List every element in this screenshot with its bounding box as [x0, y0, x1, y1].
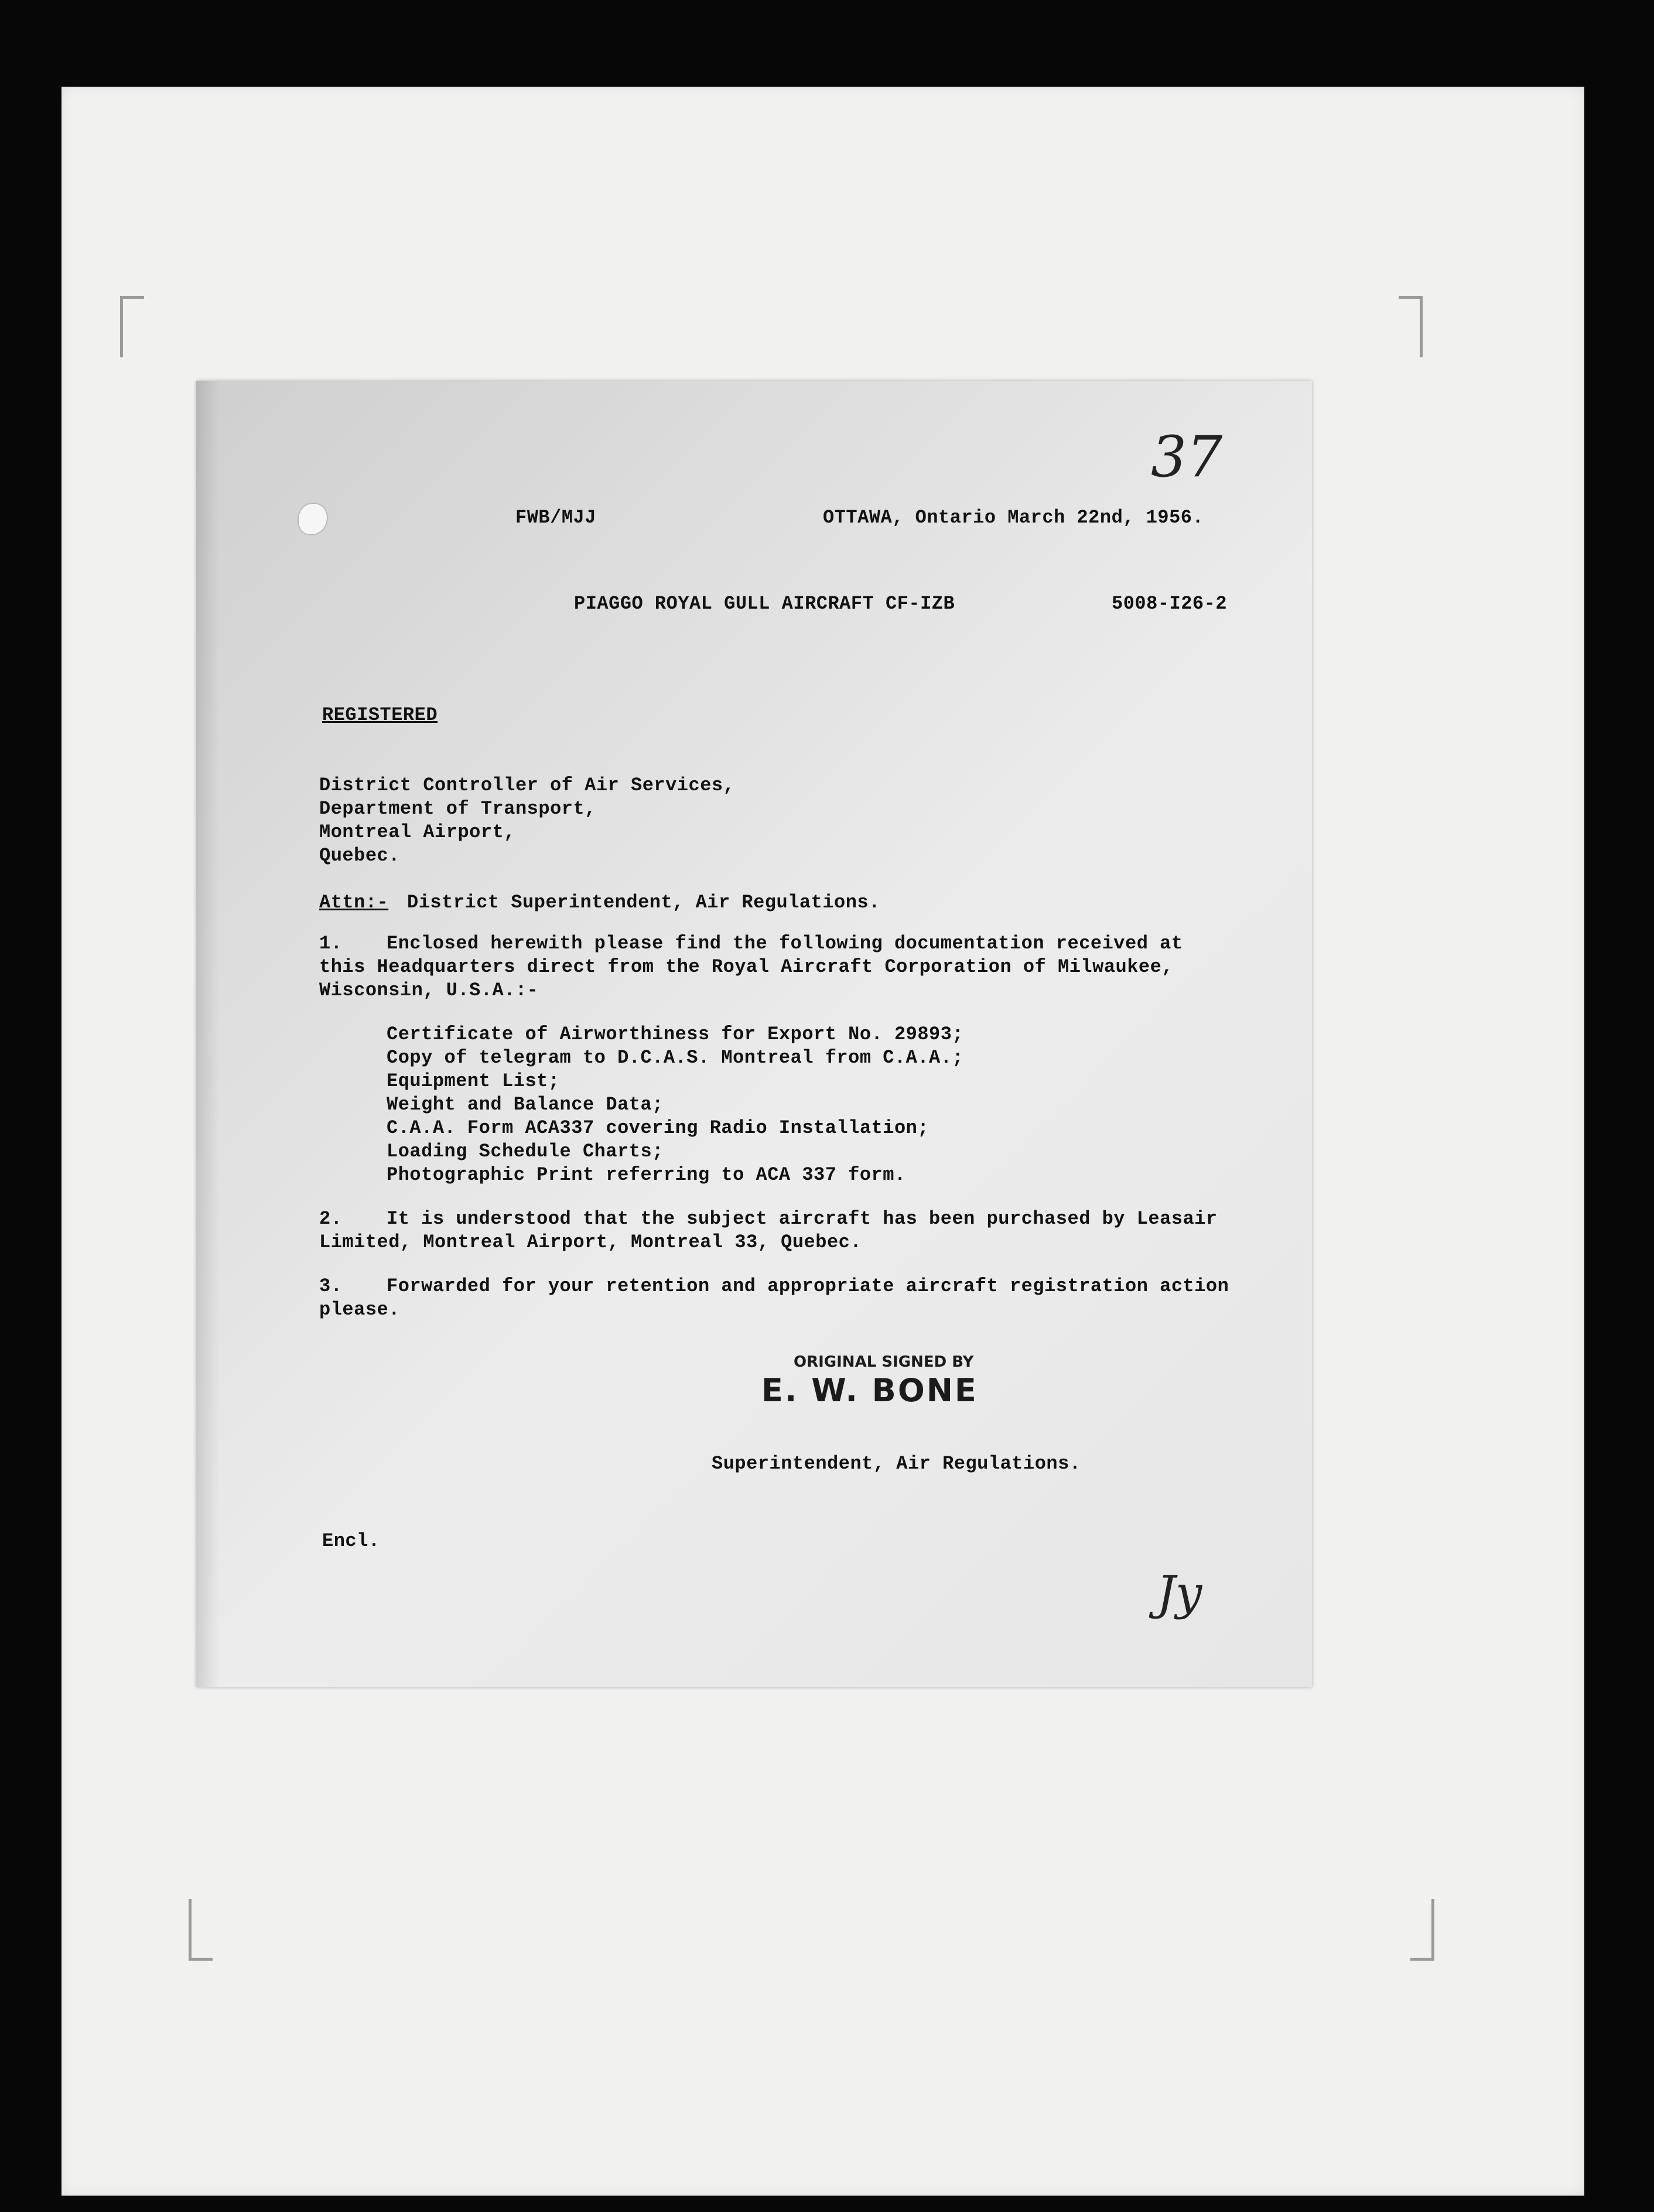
- attention-label: Attn:-: [319, 892, 389, 913]
- address-line: Montreal Airport,: [319, 821, 515, 843]
- paragraph-line: It is understood that the subject aircraft has been purchased by Leasair: [387, 1208, 1218, 1230]
- document-item: Certificate of Airworthiness for Export No. 29893;: [387, 1023, 964, 1045]
- frame-corner-bottom-left: [189, 1899, 213, 1961]
- document-item: Copy of telegram to D.C.A.S. Montreal from C.A.A.;: [387, 1047, 964, 1069]
- frame-corner-bottom-right: [1410, 1899, 1434, 1961]
- signature-stamp-name: E. W. BONE: [761, 1372, 978, 1409]
- paragraph-line: this Headquarters direct from the Royal Aircraft Corporation of Milwaukee,: [319, 956, 1174, 978]
- handwritten-initials: Jy: [1157, 1566, 1202, 1620]
- paragraph-line: Limited, Montreal Airport, Montreal 33, Quebec.: [319, 1231, 862, 1253]
- address-line: Department of Transport,: [319, 798, 596, 820]
- frame-corner-top-right: [1399, 296, 1423, 357]
- signature-stamp-label: ORIGINAL SIGNED BY: [794, 1353, 974, 1371]
- document-item: Weight and Balance Data;: [387, 1094, 664, 1115]
- document-item: C.A.A. Form ACA337 covering Radio Installation;: [387, 1117, 929, 1139]
- file-reference: FWB/MJJ: [515, 507, 596, 528]
- frame-corner-top-left: [120, 296, 144, 357]
- enclosure-note: Encl.: [322, 1530, 380, 1552]
- paragraph-line: Enclosed herewith please find the following documentation received at: [387, 933, 1183, 954]
- file-number: 5008-I26-2: [1112, 593, 1228, 615]
- paragraph-line: please.: [319, 1299, 400, 1320]
- letter-page: [196, 381, 1312, 1687]
- paragraph-line: Wisconsin, U.S.A.:-: [319, 979, 539, 1001]
- address-line: Quebec.: [319, 845, 400, 866]
- handwritten-number: 37: [1151, 424, 1223, 490]
- document-item: Equipment List;: [387, 1070, 560, 1092]
- document-item: Photographic Print referring to ACA 337 form.: [387, 1164, 906, 1186]
- paragraph-number: 2.: [319, 1208, 343, 1230]
- signature-title: Superintendent, Air Regulations.: [712, 1453, 1081, 1474]
- paragraph-number: 3.: [319, 1275, 343, 1297]
- punch-hole: [299, 504, 327, 534]
- registered-label: REGISTERED: [322, 704, 438, 726]
- subject-line: PIAGGO ROYAL GULL AIRCRAFT CF-IZB: [574, 593, 955, 615]
- paragraph-number: 1.: [319, 933, 343, 954]
- place-and-date: OTTAWA, Ontario March 22nd, 1956.: [823, 507, 1204, 528]
- address-line: District Controller of Air Services,: [319, 774, 735, 796]
- paragraph-line: Forwarded for your retention and appropriate aircraft registration action: [387, 1275, 1229, 1297]
- page-edge-shadow: [196, 381, 220, 1687]
- attention-text: District Superintendent, Air Regulations.: [407, 892, 880, 913]
- document-item: Loading Schedule Charts;: [387, 1141, 664, 1162]
